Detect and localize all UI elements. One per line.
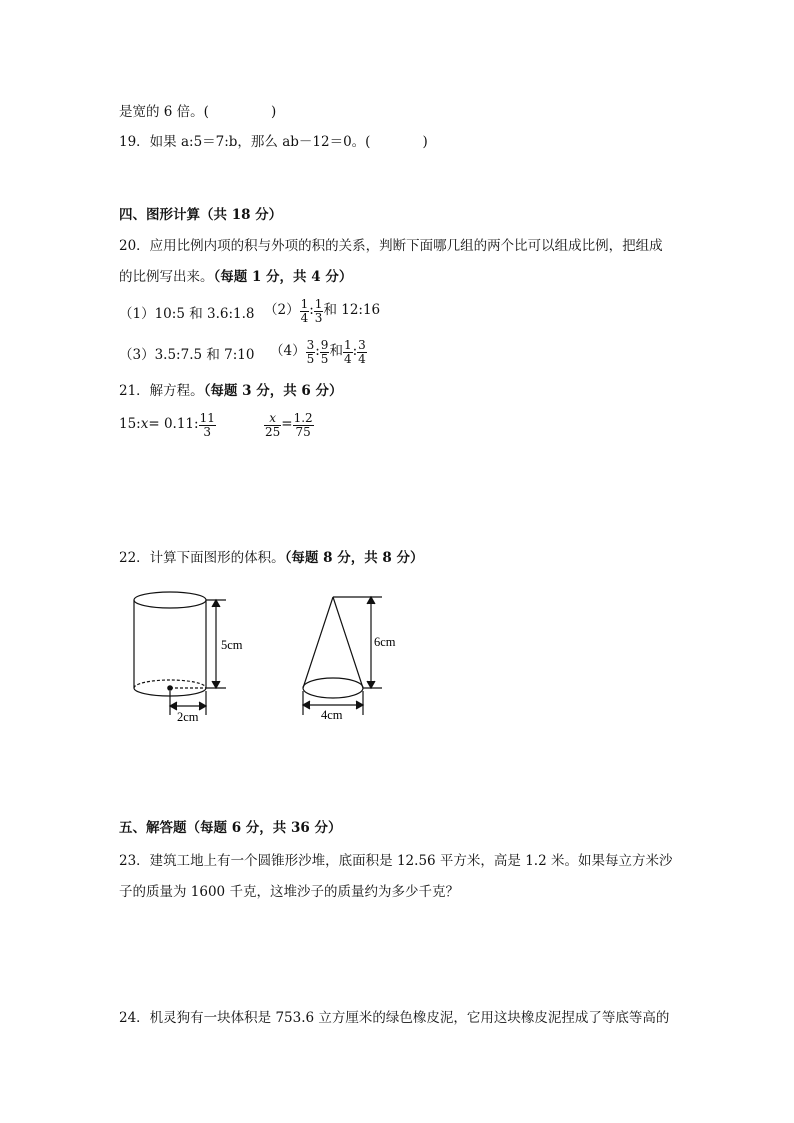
cylinder-radius-label: 2cm bbox=[177, 710, 199, 724]
q21-equation-2: $\frac{x}{25}$ = $\frac{1.2}{75}$ bbox=[265, 411, 313, 439]
q20-item-2: （2） $\frac{1}{4}$ : $\frac{1}{3}$ 和 12:16 bbox=[264, 297, 381, 325]
fraction: $\frac{9}{5}$ bbox=[320, 338, 329, 366]
q22-text: 22．计算下面图形的体积。（每题 8 分，共 8 分） bbox=[119, 550, 424, 566]
solid-figures bbox=[120, 585, 420, 730]
q20-line1: 20．应用比例内项的积与外项的积的关系，判断下面哪几组的两个比可以组成比例，把组成 bbox=[119, 238, 663, 254]
fraction: $\frac{1}{4}$ bbox=[300, 297, 309, 325]
fraction: $\frac{11}{3}$ bbox=[199, 411, 215, 439]
q20-line2: 的比例写出来。（每题 1 分，共 4 分） bbox=[119, 269, 353, 285]
q18-tail-text: 是宽的 6 倍。( ) bbox=[119, 104, 277, 120]
section-four-heading: 四、图形计算（共 18 分） bbox=[119, 207, 283, 223]
q20-points: （每题 1 分，共 4 分） bbox=[213, 269, 353, 285]
q22-points: （每题 8 分，共 8 分） bbox=[284, 550, 424, 566]
section-five-heading: 五、解答题（每题 6 分，共 36 分） bbox=[119, 820, 342, 836]
q21-equation-1: 15: x = 0.11: $\frac{11}{3}$ bbox=[119, 411, 215, 439]
q23-line1: 23．建筑工地上有一个圆锥形沙堆，底面积是 12.56 平方米，高是 1.2 米。如果每立方米沙 bbox=[119, 853, 673, 869]
fraction: $\frac{1.2}{75}$ bbox=[293, 411, 313, 439]
q21-points: （每题 3 分，共 6 分） bbox=[203, 383, 343, 399]
q20-item-1: （1）10:5 和 3.6:1.8 bbox=[119, 306, 255, 322]
q21-text: 21．解方程。（每题 3 分，共 6 分） bbox=[119, 383, 343, 399]
q24-line1: 24．机灵狗有一块体积是 753.6 立方厘米的绿色橡皮泥，它用这块橡皮泥捏成了等底等高的 bbox=[119, 1010, 670, 1026]
cylinder-height-label: 5cm bbox=[221, 638, 243, 652]
fraction: $\frac{1}{4}$ bbox=[343, 338, 352, 366]
cylinder-figure bbox=[134, 592, 226, 715]
fraction: $\frac{1}{3}$ bbox=[314, 297, 323, 325]
fraction: $\frac{x}{25}$ bbox=[265, 411, 281, 439]
fraction: $\frac{3}{5}$ bbox=[306, 338, 315, 366]
q20-item-4: （4） $\frac{3}{5}$ : $\frac{9}{5}$ 和 $\frac{1}{4}$ : $\frac{3}{4}$ bbox=[270, 338, 366, 366]
fraction: $\frac{3}{4}$ bbox=[358, 338, 366, 366]
q19-text: 19．如果 a:5＝7:b，那么 ab－12＝0。( ) bbox=[119, 134, 428, 150]
cone-diameter-label: 4cm bbox=[321, 708, 343, 722]
q23-line2: 子的质量为 1600 千克，这堆沙子的质量约为多少千克？ bbox=[119, 884, 459, 900]
cone-figure bbox=[303, 597, 382, 715]
q20-item-3: （3）3.5:7.5 和 7:10 bbox=[119, 347, 255, 363]
cone-height-label: 6cm bbox=[374, 635, 396, 649]
